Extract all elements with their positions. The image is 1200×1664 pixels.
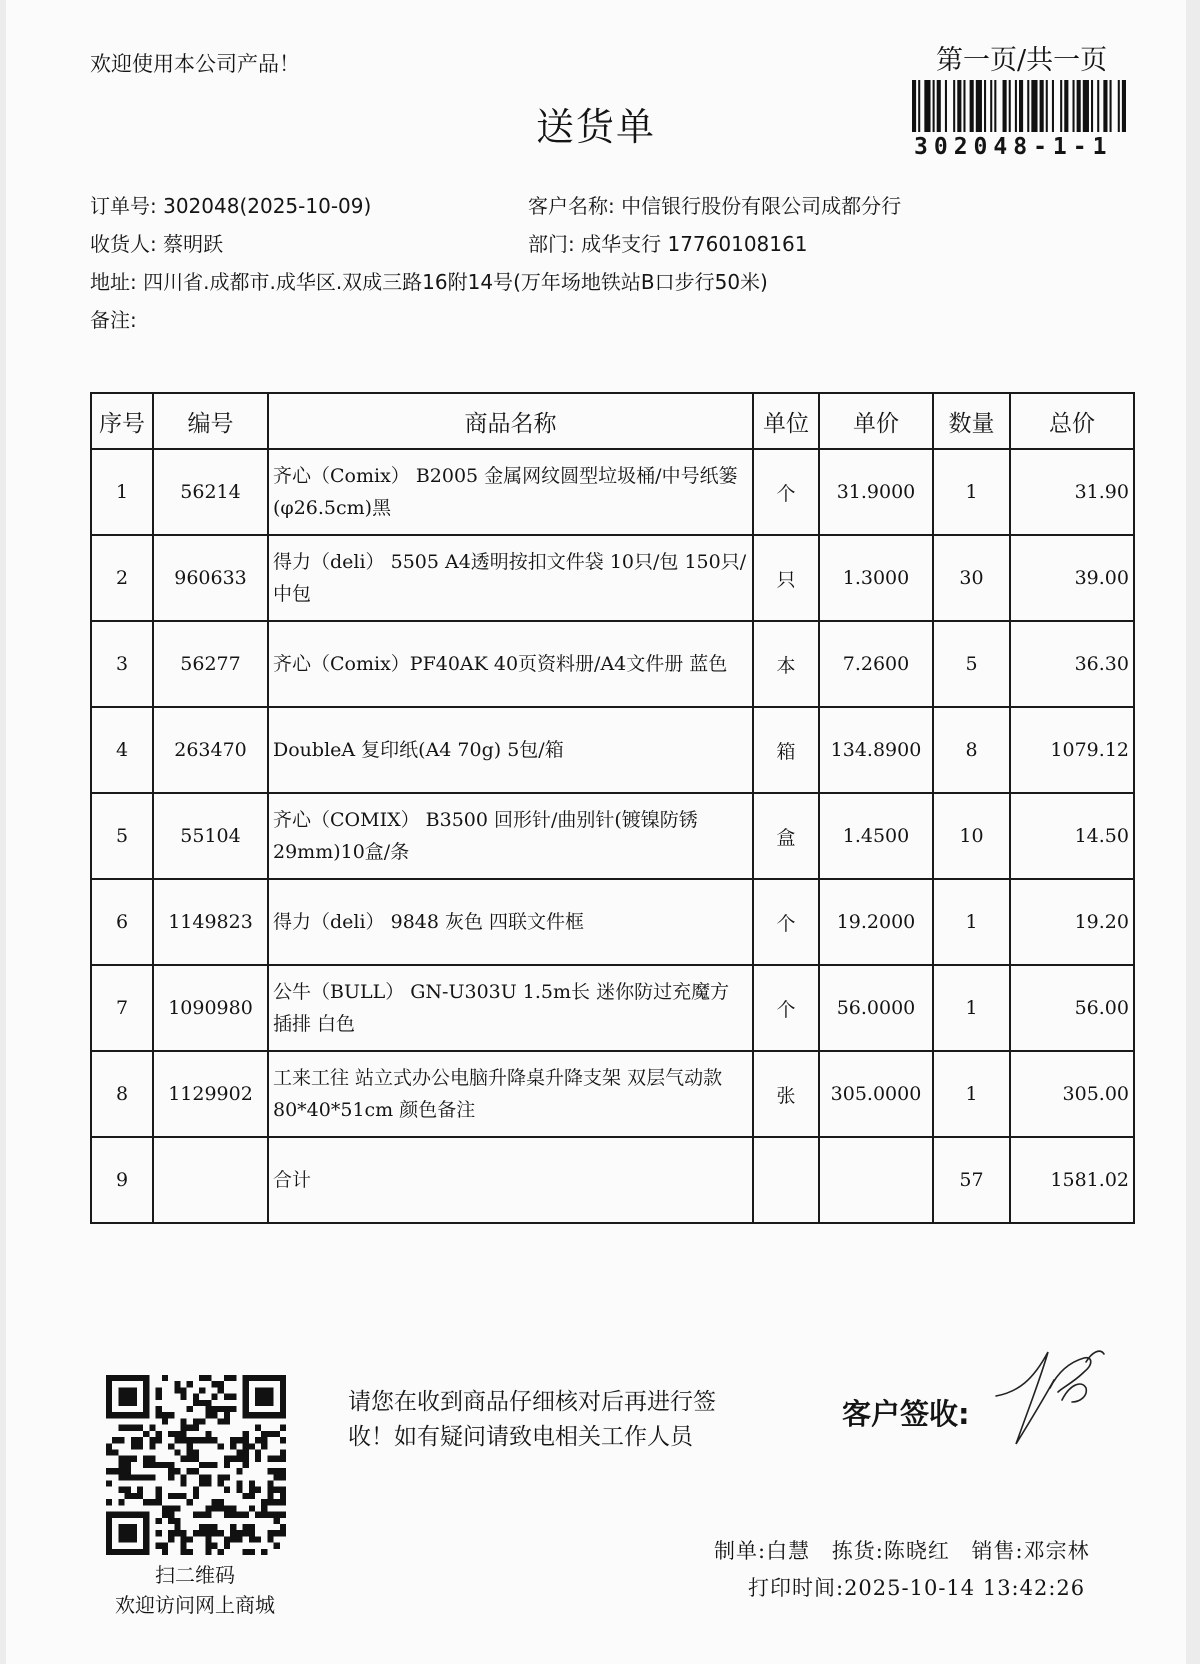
address-label: 地址:	[90, 270, 137, 294]
items-table	[90, 392, 1135, 1224]
cell-name: 工来工往 站立式办公电脑升降桌升降支架 双层气动款80*40*51cm 颜色备注	[268, 1051, 753, 1137]
cell-qty: 8	[933, 707, 1010, 793]
maker-text: 制单:白慧	[714, 1539, 811, 1563]
receiver-value: 蔡明跃	[163, 232, 224, 256]
cell-seq: 7	[91, 965, 153, 1051]
order-number-label: 订单号:	[90, 194, 157, 218]
cell-total: 19.20	[1010, 879, 1134, 965]
qr-caption	[90, 1560, 300, 1620]
cell-price: 56.0000	[819, 965, 933, 1051]
table-row	[91, 1137, 1134, 1223]
delivery-note-paper	[6, 0, 1186, 1664]
table-row	[91, 965, 1134, 1051]
cell-name: 合计	[268, 1137, 753, 1223]
cell-seq: 6	[91, 879, 153, 965]
cell-qty: 30	[933, 535, 1010, 621]
header-code: 编号	[153, 393, 268, 449]
notice-text	[348, 1385, 716, 1454]
cell-code: 56277	[153, 621, 268, 707]
cell-total: 305.00	[1010, 1051, 1134, 1137]
cell-unit: 本	[753, 621, 819, 707]
table-row	[91, 707, 1134, 793]
cell-total: 1581.02	[1010, 1137, 1134, 1223]
cell-unit: 个	[753, 449, 819, 535]
cell-qty: 1	[933, 1051, 1010, 1137]
table-row	[91, 879, 1134, 965]
cell-unit: 个	[753, 879, 819, 965]
cell-price	[819, 1137, 933, 1223]
cell-price: 19.2000	[819, 879, 933, 965]
qr-code-image	[106, 1375, 286, 1555]
cell-name: 得力（deli） 9848 灰色 四联文件框	[268, 879, 753, 965]
cell-qty: 5	[933, 621, 1010, 707]
remark-row	[90, 304, 137, 333]
cell-unit: 只	[753, 535, 819, 621]
header-total: 总价	[1010, 393, 1134, 449]
sales-text: 销售:邓宗林	[971, 1539, 1090, 1563]
cell-code: 960633	[153, 535, 268, 621]
cell-total: 1079.12	[1010, 707, 1134, 793]
cell-qty: 10	[933, 793, 1010, 879]
cell-total: 56.00	[1010, 965, 1134, 1051]
remark-label: 备注:	[90, 308, 137, 332]
cell-code: 56214	[153, 449, 268, 535]
barcode-image	[912, 80, 1126, 132]
cell-price: 1.3000	[819, 535, 933, 621]
cell-qty: 1	[933, 879, 1010, 965]
cell-seq: 8	[91, 1051, 153, 1137]
customer-name-row	[528, 190, 901, 219]
cell-unit	[753, 1137, 819, 1223]
department-row	[528, 228, 807, 257]
cell-total: 14.50	[1010, 793, 1134, 879]
cell-unit: 盒	[753, 793, 819, 879]
cell-unit: 个	[753, 965, 819, 1051]
cell-total: 31.90	[1010, 449, 1134, 535]
header-price: 单价	[819, 393, 933, 449]
cell-price: 7.2600	[819, 621, 933, 707]
staff-info	[714, 1535, 1104, 1565]
table-header-row	[91, 393, 1134, 449]
cell-unit: 张	[753, 1051, 819, 1137]
cell-total: 39.00	[1010, 535, 1134, 621]
table-row	[91, 621, 1134, 707]
handwritten-signature	[988, 1340, 1108, 1450]
cell-price: 1.4500	[819, 793, 933, 879]
cell-price: 305.0000	[819, 1051, 933, 1137]
cell-qty: 1	[933, 449, 1010, 535]
cell-seq: 4	[91, 707, 153, 793]
cell-name: 公牛（BULL） GN-U303U 1.5m长 迷你防过充魔方插排 白色	[268, 965, 753, 1051]
cell-name: DoubleA 复印纸(A4 70g) 5包/箱	[268, 707, 753, 793]
header-name: 商品名称	[268, 393, 753, 449]
customer-name-value: 中信银行股份有限公司成都分行	[621, 194, 902, 218]
cell-code: 263470	[153, 707, 268, 793]
cell-seq: 3	[91, 621, 153, 707]
cell-code: 55104	[153, 793, 268, 879]
cell-name: 齐心（Comix） B2005 金属网纹圆型垃圾桶/中号纸篓(φ26.5cm)黑	[268, 449, 753, 535]
cell-price: 31.9000	[819, 449, 933, 535]
address-value: 四川省.成都市.成华区.双成三路16附14号(万年场地铁站B口步行50米)	[143, 270, 768, 294]
cell-price: 134.8900	[819, 707, 933, 793]
order-number-value: 302048(2025-10-09)	[163, 194, 372, 218]
department-label: 部门:	[528, 232, 575, 256]
order-number-row	[90, 190, 371, 219]
cell-code	[153, 1137, 268, 1223]
header-unit: 单位	[753, 393, 819, 449]
cell-seq: 2	[91, 535, 153, 621]
cell-seq: 5	[91, 793, 153, 879]
cell-name: 齐心（Comix）PF40AK 40页资料册/A4文件册 蓝色	[268, 621, 753, 707]
qr-caption-line1: 扫二维码	[155, 1563, 235, 1587]
cell-code: 1090980	[153, 965, 268, 1051]
customer-sign-label: 客户签收:	[842, 1397, 970, 1431]
notice-line1: 请您在收到商品仔细核对后再进行签	[348, 1389, 716, 1415]
cell-code: 1129902	[153, 1051, 268, 1137]
page-info: 第一页/共一页	[936, 45, 1108, 76]
page-title: 送货单	[535, 105, 656, 149]
receiver-label: 收货人:	[90, 232, 157, 256]
cell-seq: 9	[91, 1137, 153, 1223]
cell-seq: 1	[91, 449, 153, 535]
table-row	[91, 1051, 1134, 1137]
cell-total: 36.30	[1010, 621, 1134, 707]
print-time: 打印时间:2025-10-14 13:42:26	[748, 1576, 1086, 1600]
picker-text: 拣货:陈晓红	[831, 1539, 950, 1563]
qr-caption-line2: 欢迎访问网上商城	[115, 1593, 275, 1617]
notice-line2: 收！如有疑问请致电相关工作人员	[348, 1423, 693, 1450]
department-value: 成华支行 17760108161	[581, 232, 808, 256]
receiver-row	[90, 228, 223, 257]
customer-name-label: 客户名称:	[528, 194, 615, 218]
table-row	[91, 793, 1134, 879]
cell-code: 1149823	[153, 879, 268, 965]
table-row	[91, 535, 1134, 621]
cell-name: 得力（deli） 5505 A4透明按扣文件袋 10只/包 150只/中包	[268, 535, 753, 621]
table-row	[91, 449, 1134, 535]
cell-name: 齐心（COMIX） B3500 回形针/曲别针(镀镍防锈29mm)10盒/条	[268, 793, 753, 879]
header-seq: 序号	[91, 393, 153, 449]
header-qty: 数量	[933, 393, 1010, 449]
cell-qty: 57	[933, 1137, 1010, 1223]
cell-qty: 1	[933, 965, 1010, 1051]
barcode-number: 302048-1-1	[914, 134, 1113, 160]
cell-unit: 箱	[753, 707, 819, 793]
welcome-text: 欢迎使用本公司产品！	[90, 52, 300, 76]
address-row	[90, 266, 768, 295]
